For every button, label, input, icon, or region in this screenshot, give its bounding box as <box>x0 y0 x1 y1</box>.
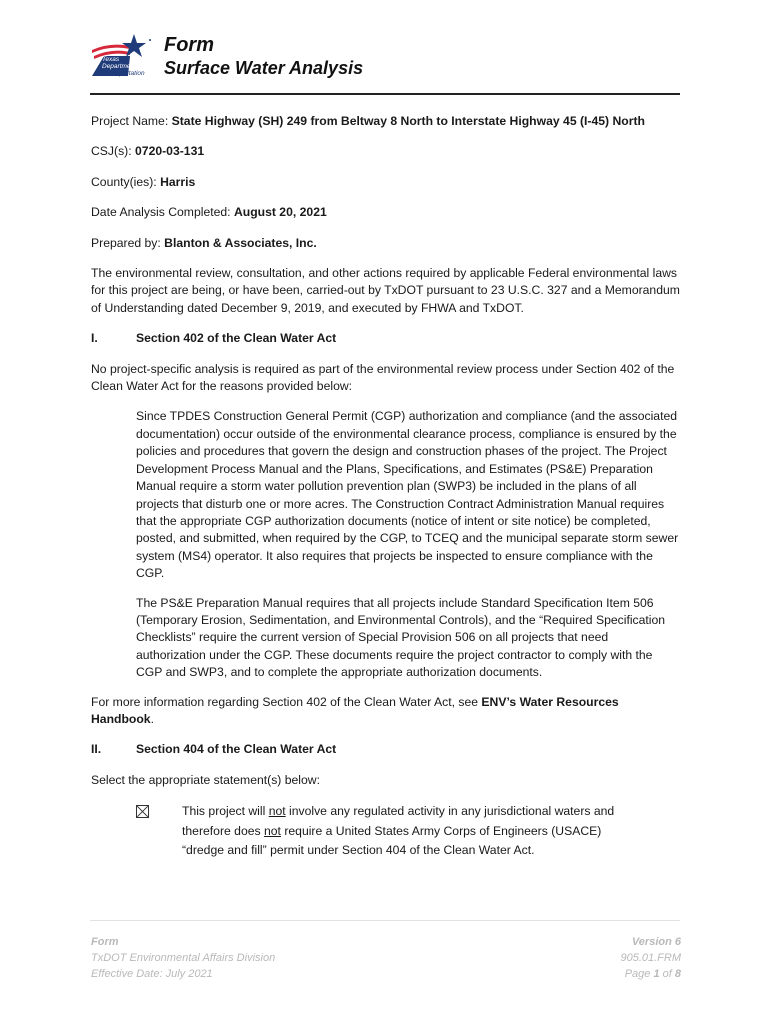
page-number: Page 1 of 8 <box>624 968 681 980</box>
statement-option-1 <box>136 802 681 861</box>
form-label: Form <box>164 34 214 56</box>
water-resources-handbook-link[interactable]: ENV’s Water Resources Handbook <box>91 694 619 726</box>
section-404-lead: Select the appropriate statement(s) below: <box>91 772 320 787</box>
project-name-value: State Highway (SH) 249 from Beltway 8 North to Interstate Highway 45 (I-45) North <box>171 114 645 128</box>
header <box>90 32 680 94</box>
project-name-line: Project Name: State Highway (SH) 249 from Beltway 8 North to Interstate Highway 45 (I-45) North <box>91 114 645 128</box>
county-line: County(ies): Harris <box>91 174 196 189</box>
intro-paragraph: The environmental review, consultation, and other actions required by applicable Federal environmental laws for this project are being, or have been, carried-out by TxDOT pursuant to 23 U.S.C. 327 and a Memorandum of Understanding dated December 9, 2019, and executed by FHWA and TxDOT. <box>91 266 680 315</box>
section-402-para-2: The PS&E Preparation Manual requires that all projects include Standard Specification Item 506 (Temporary Erosion, Sedimentation, and Environmental Controls), and the “Required Specification Checklists” require the current version of Special Provision 506 on all projects that need authorization under the CGP. These documents require the project contractor to comply with the CGP and SWP3, and to complete the appropriate authorization documents. <box>136 595 666 680</box>
section-402-para-1: Since TPDES Construction General Permit (CGP) authorization and compliance (and the associated documentation) occur outside of the environmental clearance process, compliance is ensured by the policies and procedures that govern the design and construction phases of the project. The Project Development Process Manual and the Plans, Specifications, and Estimates (PS&E) Preparation Manual require a storm water pollution prevention plan (SWP3) be included in the plans of all projects that disturb one or more acres. The Construction Contract Administration Manual requires that the appropriate CGP authorization documents (notice of intent or site notice) be completed, posted, and submitted, when required by the CGP, to TCEQ and the municipal separate storm sewer system (MS4) operator. It also requires that projects be inspected to ensure compliance with the CGP. <box>136 409 679 581</box>
prepared-by-line: Prepared by: Blanton & Associates, Inc. <box>91 235 317 250</box>
more-info-paragraph: For more information regarding Section 402 of the Clean Water Act, see ENV’s Water Resources Handbook. <box>91 694 619 726</box>
date-value: August 20, 2021 <box>233 205 327 220</box>
header-divider <box>90 93 680 95</box>
footer-left: Form TxDOT Environmental Affairs Division Effective Date: July 2021 <box>91 936 276 980</box>
prepared-by-value: Blanton & Associates, Inc. <box>164 235 317 250</box>
footer-divider <box>90 920 680 921</box>
section-402-heading: I. Section 402 of the Clean Water Act <box>91 331 337 346</box>
county-value: Harris <box>160 174 196 189</box>
statement-option-1-text: This project will not involve any regulated activity in any jurisdictional waters and therefore does not require a United States Army Corps of Engineers (USACE) “dredge and fill” permit under Section 404 of the Clean Water Act. <box>182 804 615 858</box>
csj-value: 0720-03-131 <box>135 144 205 159</box>
section-402-lead: No project-specific analysis is required as part of the environmental review process under Section 402 of the Clean Water Act for the reasons provided below: <box>91 361 675 394</box>
date-line: Date Analysis Completed: August 20, 2021 <box>91 205 327 220</box>
csj-line: CSJ(s): 0720-03-131 <box>91 144 205 159</box>
checked-checkbox[interactable] <box>136 805 149 818</box>
logo-text: Texas Department of Transportation <box>96 56 145 77</box>
section-404-heading: II. Section 404 of the Clean Water Act <box>91 742 337 757</box>
txdot-logo <box>90 32 152 78</box>
document-body <box>91 113 681 861</box>
footer-right: Version 6 905.01.FRM Page 1 of 8 <box>620 936 681 980</box>
form-title: Surface Water Analysis <box>164 58 364 78</box>
